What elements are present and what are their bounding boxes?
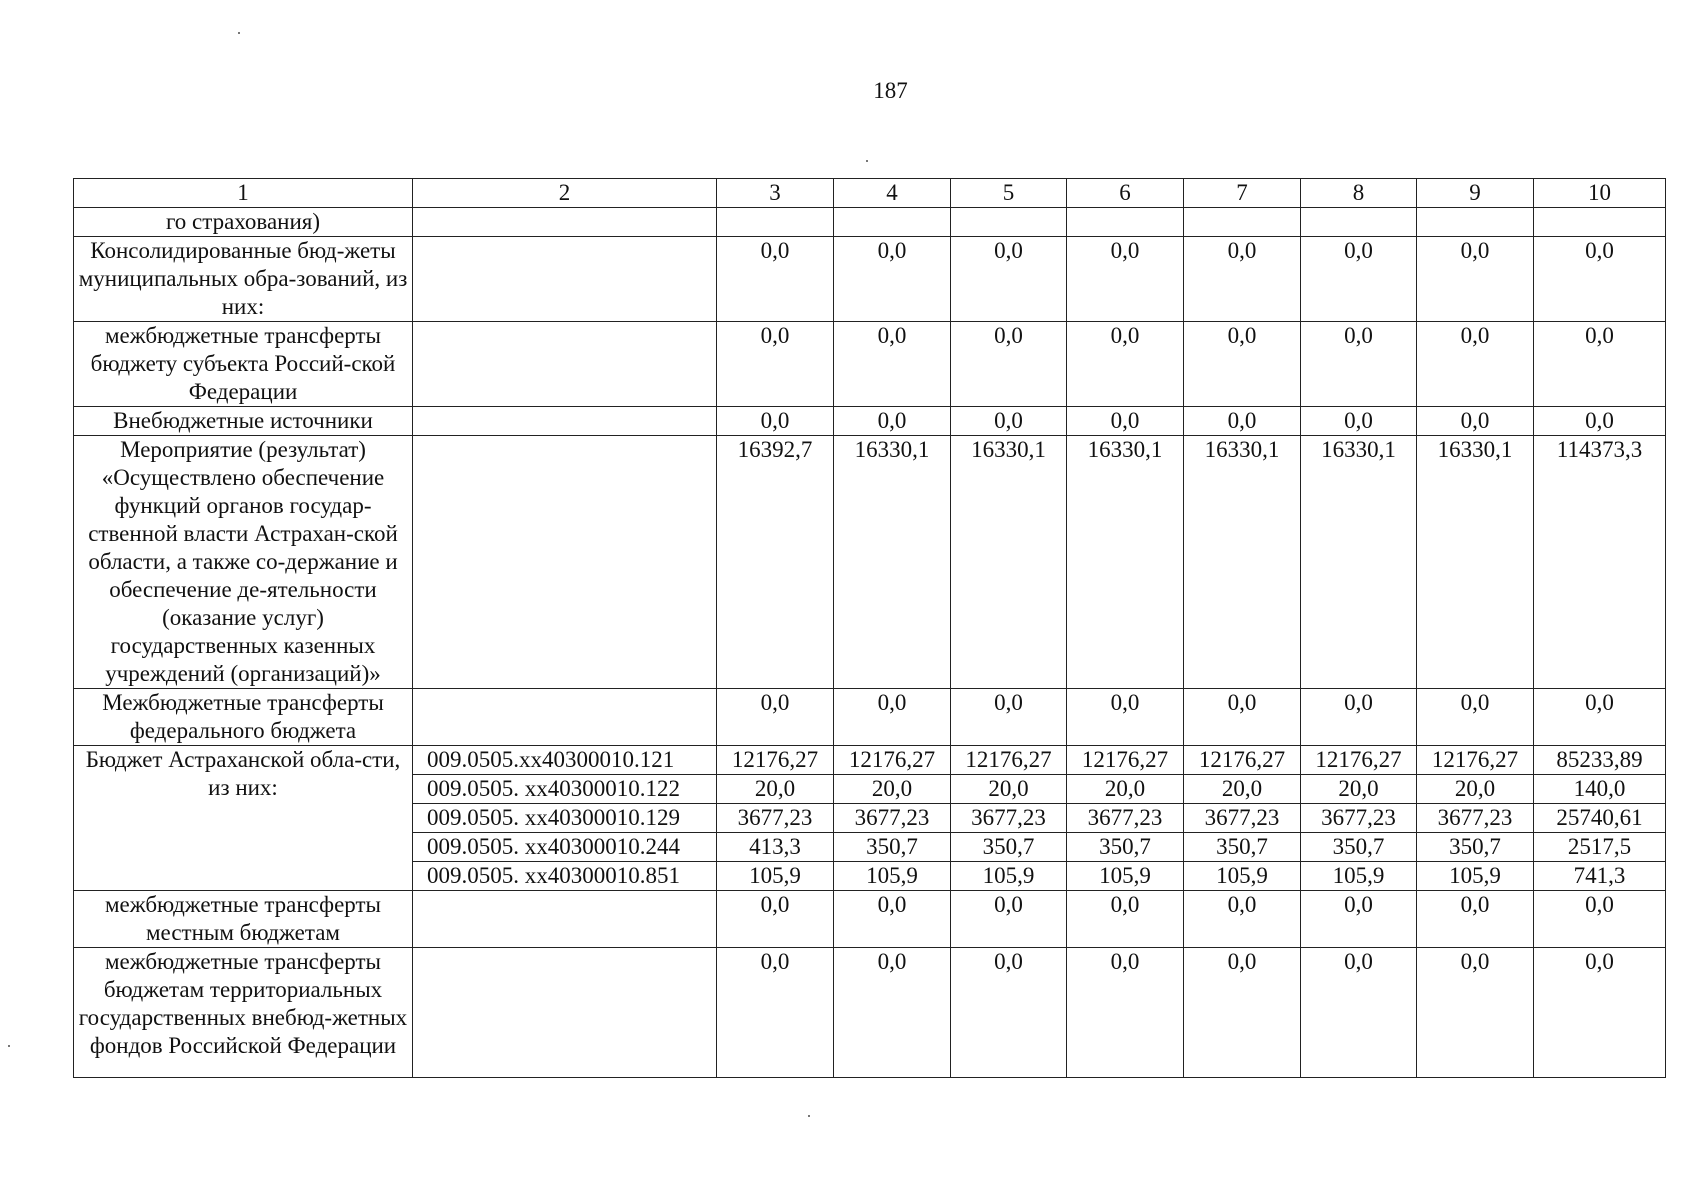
value-cell: 0,0: [717, 948, 834, 1078]
budget-code: [413, 237, 717, 322]
table-row: [74, 891, 1666, 948]
value-cell: 105,9: [1067, 862, 1184, 891]
header-cell: 7: [1184, 179, 1301, 208]
value-cell: 0,0: [1534, 689, 1666, 746]
value-cell: 0,0: [951, 948, 1067, 1078]
budget-code: 009.0505. хх40300010.244: [413, 833, 717, 862]
value-cell: 3677,23: [834, 804, 951, 833]
value-cell: 0,0: [717, 689, 834, 746]
value-cell: 20,0: [717, 775, 834, 804]
value-cell: 0,0: [1184, 891, 1301, 948]
value-cell: 0,0: [951, 407, 1067, 436]
value-cell: [1067, 208, 1184, 237]
value-cell: 413,3: [717, 833, 834, 862]
header-cell: 9: [1417, 179, 1534, 208]
value-cell: 0,0: [1184, 689, 1301, 746]
value-cell: 0,0: [834, 891, 951, 948]
value-cell: 16330,1: [834, 436, 951, 689]
value-cell: 105,9: [1301, 862, 1417, 891]
value-cell: 12176,27: [1067, 746, 1184, 775]
value-cell: 0,0: [1301, 689, 1417, 746]
value-cell: 16330,1: [1184, 436, 1301, 689]
row-name: межбюджетные трансферты бюджетам территориальных государственных внебюд-жетных фондов Российской Федерации: [74, 948, 413, 1078]
value-cell: [1534, 208, 1666, 237]
row-name: межбюджетные трансферты бюджету субъекта Россий-ской Федерации: [74, 322, 413, 407]
value-cell: 0,0: [1184, 948, 1301, 1078]
value-cell: 0,0: [951, 689, 1067, 746]
header-cell: 5: [951, 179, 1067, 208]
value-cell: 0,0: [834, 689, 951, 746]
value-cell: 140,0: [1534, 775, 1666, 804]
value-cell: 0,0: [1067, 689, 1184, 746]
table-row: [74, 948, 1666, 1078]
budget-code: [413, 891, 717, 948]
value-cell: 0,0: [1534, 407, 1666, 436]
table-row: [74, 322, 1666, 407]
value-cell: [1417, 208, 1534, 237]
value-cell: [834, 208, 951, 237]
value-cell: 16330,1: [951, 436, 1067, 689]
row-name: Внебюджетные источники: [74, 407, 413, 436]
budget-table: [73, 178, 1666, 1078]
value-cell: 0,0: [717, 237, 834, 322]
value-cell: 350,7: [1067, 833, 1184, 862]
value-cell: 105,9: [1417, 862, 1534, 891]
value-cell: 0,0: [1534, 237, 1666, 322]
budget-code: [413, 689, 717, 746]
budget-code: [413, 208, 717, 237]
value-cell: 0,0: [1417, 689, 1534, 746]
row-name: Межбюджетные трансферты федерального бюджета: [74, 689, 413, 746]
value-cell: 85233,89: [1534, 746, 1666, 775]
value-cell: 0,0: [1184, 407, 1301, 436]
value-cell: 0,0: [834, 322, 951, 407]
value-cell: 0,0: [1417, 322, 1534, 407]
value-cell: 3677,23: [717, 804, 834, 833]
value-cell: 0,0: [717, 407, 834, 436]
row-name: Бюджет Астраханской обла-сти, из них:: [74, 746, 413, 891]
value-cell: 0,0: [1534, 948, 1666, 1078]
scan-speck: [238, 32, 240, 34]
value-cell: 12176,27: [1417, 746, 1534, 775]
value-cell: 12176,27: [717, 746, 834, 775]
budget-code: 009.0505.хх40300010.121: [413, 746, 717, 775]
value-cell: 20,0: [834, 775, 951, 804]
header-cell: 2: [413, 179, 717, 208]
value-cell: 16330,1: [1417, 436, 1534, 689]
value-cell: 0,0: [717, 322, 834, 407]
value-cell: 12176,27: [951, 746, 1067, 775]
table-row: [74, 208, 1666, 237]
row-name: Консолидированные бюд-жеты муниципальных обра-зований, из них:: [74, 237, 413, 322]
budget-code: [413, 436, 717, 689]
header-cell: 6: [1067, 179, 1184, 208]
value-cell: 20,0: [1067, 775, 1184, 804]
row-name: го страхования): [74, 208, 413, 237]
header-cell: 8: [1301, 179, 1417, 208]
value-cell: 0,0: [1301, 322, 1417, 407]
value-cell: 0,0: [834, 237, 951, 322]
value-cell: 0,0: [1301, 407, 1417, 436]
value-cell: 0,0: [1184, 322, 1301, 407]
value-cell: 2517,5: [1534, 833, 1666, 862]
page-number: 187: [873, 78, 908, 103]
budget-code: 009.0505. хх40300010.851: [413, 862, 717, 891]
scan-speck: [866, 160, 868, 162]
budget-code: 009.0505. хх40300010.129: [413, 804, 717, 833]
scan-speck: [808, 1115, 810, 1117]
scan-speck: [8, 1045, 10, 1047]
value-cell: 350,7: [951, 833, 1067, 862]
value-cell: [951, 208, 1067, 237]
value-cell: 0,0: [1067, 407, 1184, 436]
value-cell: 16330,1: [1067, 436, 1184, 689]
value-cell: 0,0: [1417, 891, 1534, 948]
value-cell: 20,0: [1301, 775, 1417, 804]
header-cell: 1: [74, 179, 413, 208]
value-cell: 741,3: [1534, 862, 1666, 891]
value-cell: 350,7: [834, 833, 951, 862]
value-cell: 3677,23: [1417, 804, 1534, 833]
row-name: Мероприятие (результат) «Осуществлено обеспечение функций органов государ-ственной власти Астрахан-ской области, а также со-держание и обеспечение де-ятельности (оказание услуг) государственных казенных учреждений (организаций)»: [74, 436, 413, 689]
header-cell: 4: [834, 179, 951, 208]
budget-code: 009.0505. хх40300010.122: [413, 775, 717, 804]
table-row: [74, 746, 1666, 775]
value-cell: [1301, 208, 1417, 237]
value-cell: 0,0: [834, 948, 951, 1078]
value-cell: 0,0: [1067, 891, 1184, 948]
row-name: межбюджетные трансферты местным бюджетам: [74, 891, 413, 948]
budget-code: [413, 948, 717, 1078]
header-cell: 10: [1534, 179, 1666, 208]
value-cell: 0,0: [1534, 891, 1666, 948]
value-cell: 16392,7: [717, 436, 834, 689]
value-cell: 0,0: [1301, 237, 1417, 322]
value-cell: 0,0: [1067, 948, 1184, 1078]
value-cell: 0,0: [1067, 237, 1184, 322]
value-cell: 3677,23: [1184, 804, 1301, 833]
value-cell: 3677,23: [951, 804, 1067, 833]
value-cell: 0,0: [1417, 237, 1534, 322]
budget-code: [413, 407, 717, 436]
value-cell: 350,7: [1301, 833, 1417, 862]
value-cell: 0,0: [834, 407, 951, 436]
value-cell: 0,0: [1417, 407, 1534, 436]
value-cell: 0,0: [1417, 948, 1534, 1078]
value-cell: 105,9: [951, 862, 1067, 891]
value-cell: 350,7: [1184, 833, 1301, 862]
value-cell: 0,0: [951, 891, 1067, 948]
value-cell: 105,9: [834, 862, 951, 891]
value-cell: 3677,23: [1301, 804, 1417, 833]
value-cell: 105,9: [1184, 862, 1301, 891]
value-cell: 0,0: [1301, 948, 1417, 1078]
value-cell: 16330,1: [1301, 436, 1417, 689]
value-cell: 20,0: [1184, 775, 1301, 804]
value-cell: 114373,3: [1534, 436, 1666, 689]
value-cell: 350,7: [1417, 833, 1534, 862]
table-body: [74, 179, 1666, 1078]
budget-code: [413, 322, 717, 407]
value-cell: 0,0: [717, 891, 834, 948]
value-cell: 0,0: [1301, 891, 1417, 948]
value-cell: [717, 208, 834, 237]
header-row: [74, 179, 1666, 208]
table-row: [74, 436, 1666, 689]
header-cell: 3: [717, 179, 834, 208]
value-cell: [1184, 208, 1301, 237]
value-cell: 0,0: [951, 322, 1067, 407]
value-cell: 105,9: [717, 862, 834, 891]
value-cell: 0,0: [1534, 322, 1666, 407]
value-cell: 12176,27: [1301, 746, 1417, 775]
value-cell: 25740,61: [1534, 804, 1666, 833]
value-cell: 0,0: [1184, 237, 1301, 322]
value-cell: 0,0: [951, 237, 1067, 322]
value-cell: 20,0: [951, 775, 1067, 804]
table-row: [74, 237, 1666, 322]
value-cell: 12176,27: [1184, 746, 1301, 775]
value-cell: 12176,27: [834, 746, 951, 775]
value-cell: 20,0: [1417, 775, 1534, 804]
value-cell: 3677,23: [1067, 804, 1184, 833]
table-row: [74, 689, 1666, 746]
value-cell: 0,0: [1067, 322, 1184, 407]
table-row: [74, 407, 1666, 436]
